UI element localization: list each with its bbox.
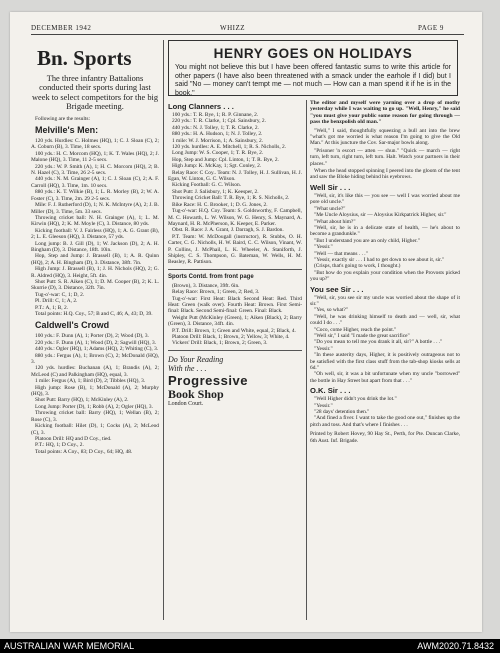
result-line: Throwing cricket ball: N. H. Grainger (A), 1; L. M. Kirwin (HQ), 2; K. M. Moyle (C), 3. Distance, 80 yds. bbox=[31, 214, 159, 228]
result-line: Tug-o'-war: H.Q. Coy. Team: S. Goldsworthy, F. Campbell, M. C. Howarth, L. W. Wilson, W. G. Henry, S. Maynard, A. Maynard, H. R. McPherson, K. Keeper, E. Parker. bbox=[168, 208, 302, 227]
story-section-heading: O.K. Sir . . . bbox=[310, 386, 351, 396]
result-line: 120 yds. hurdles: Buchanan (A), 1; Brandis (A), 2; McLeod (C) and Palkingham (HQ), equal, 3. bbox=[31, 365, 159, 378]
result-line: 440 yds.: N. J. Tolley, 1; T. R. Clarke, 2. bbox=[172, 124, 259, 131]
story-line: "Well, he was drinking himself to death and — well, sir, what could I do . . ." bbox=[310, 313, 460, 327]
results-intro: Following are the results: bbox=[35, 115, 90, 122]
result-line: 880 yds.: K. T. Wilkie (B), 1; L. R. Morley (B), 2; W. A. Foster (C), 3. Time, 2m. 29 2-5 secs. bbox=[31, 189, 159, 202]
story-line: "Yessir." bbox=[314, 402, 333, 409]
results-list bbox=[31, 333, 159, 455]
long-clanners-results bbox=[168, 112, 302, 266]
result-line: Kicking football: Hilet (D), 1; Cocks (A), 2; McLeod (C), 3. bbox=[31, 423, 159, 436]
result-line: 440 yds.: Ogler (HQ), 1; Adams (HQ), 2; Whiting (C), 3. bbox=[35, 346, 159, 353]
masthead-title: WHIZZ bbox=[220, 24, 246, 32]
story-section-body bbox=[310, 396, 460, 428]
banner-title: HENRY GOES ON HOLIDAYS bbox=[213, 46, 413, 61]
result-line: 100 yds.: F. Dunn (A), 1; Porter (D), 2; Wood (D), 3. bbox=[35, 333, 149, 340]
header-rule bbox=[31, 34, 464, 35]
newsletter-page bbox=[10, 12, 482, 632]
archive-caption-bar bbox=[0, 639, 500, 653]
banner-text: You might not believe this but I have been offered fantastic sums to write this article for other papers (I have also been threatened with a smack under the earhole if I did) but I said "No — money can't tempt me — not much — How can a man spend it if he is in the book." bbox=[175, 64, 451, 97]
bn-sports-lead: The three infantry Battalions conducted their sports during last week to select competitors for the big Brigade meeting. bbox=[31, 74, 159, 112]
result-line: Tug-o'-war: First Heat: Black Second Heat: Red. Third Heat: Green (walk over). Fourth Heat: Brown. First Semi-final: Black. Second Semi-final: Green. Final: Black. bbox=[168, 295, 302, 315]
story-paragraph: When the head stopped spinning I peered into the gloom of the tent and saw the Bloke hiding behind his eyebrows. bbox=[310, 168, 460, 181]
result-line: Long Jump: W. S. Cooper, 1; T. R. Bye, 2. bbox=[172, 150, 264, 157]
result-line: High Jump: K. McKay, 1; Sgt. Conley, 2. bbox=[172, 163, 262, 170]
story-line: "Yessir, exactly sir . . . I had to get down to see about it, sir." bbox=[314, 256, 445, 263]
section-rule bbox=[168, 269, 302, 270]
story-line: "Yes, so what?" bbox=[314, 307, 348, 314]
result-line: 220 yds.: F. Dunn (A), 1; Wood (D), 2; Sagwill (HQ), 3. bbox=[35, 339, 157, 346]
issue-date: DECEMBER 1942 bbox=[31, 24, 92, 32]
story-line: "Well, sir, you see sir my uncle was worried about the shape of it sir." bbox=[310, 294, 460, 307]
result-line: Throwing cricket ball: Barry (HQ), 1; Wellan (B), 2; Rose (C), 3. bbox=[31, 410, 159, 423]
story-line: "Yessir." bbox=[314, 244, 333, 251]
result-line: 220 yds.: T. R. Clarke, 1; Cpl. Sainsbury, 2. bbox=[172, 118, 266, 125]
result-line: Bike Race: H. C. Brooker, 1; D. G. Jones, 2. bbox=[172, 201, 268, 208]
printer-credit: Printed by Robert Hovey, 90 Hay St., Perth, for Pte. Duncan Clarke, 6th Aust. Inf. Brigade. bbox=[310, 431, 460, 444]
story-paragraph: "Well," I said, thoughtfully squeezing a bull ant into the brew "what's got me worried is what reason I'm going to give the Old Man." At this juncture the Cov. Sar-major bowls along. bbox=[310, 127, 460, 147]
bookshop-ad bbox=[168, 355, 302, 408]
story-line: "What uncle?" bbox=[314, 205, 346, 212]
result-line: Shot Putt: J. Salisbury, 1; K. Keesper, 2. bbox=[172, 188, 259, 195]
results-sections bbox=[31, 125, 159, 455]
bn-sports-heading: Bn. Sports bbox=[37, 46, 132, 70]
story-line: "28 days' detention then." bbox=[314, 409, 370, 416]
result-line: 440 yds.: N. M. Grainger (A), 1; C. J. Sloan (C), 2; A. F. Carroll (HQ), 3. Time, 1m. 10 secs. bbox=[31, 176, 159, 189]
result-line: P.T. Drill: Brown, 1; Green and White, equal, 2; Black, 4. bbox=[172, 327, 296, 334]
story-section-body bbox=[310, 295, 460, 385]
result-line: 1 mile: W. J. Morrison, 1; A. Sainsbury, 2. bbox=[172, 137, 263, 144]
result-line: Obst. R. Race: J. A. Grant, J. Darragh, S. J. Bardon. bbox=[172, 227, 284, 234]
result-line: Relay Race: C Coy.. Team: N. J. Tolley, H. J. Sullivan, H. J. Egan, W. Linton, G. C. Wilson. bbox=[168, 169, 302, 183]
result-line: 880 yds.: H. A. Hudson, 1; N. J. Tolley, 2. bbox=[172, 131, 263, 138]
long-clanners-heading: Long Clanners . . . bbox=[168, 102, 234, 111]
result-line: 100 yds.: H. C. Morcom (HQ), 1; K. T. Wales (HQ), 2; J. Malone (HQ), 3. Time, 11 2-5 secs. bbox=[31, 150, 159, 164]
column-divider-2 bbox=[306, 100, 307, 620]
result-line: Throwing Cricket Ball: T. R. Bye, 1; R. S. Nicholls, 2. bbox=[172, 195, 290, 202]
result-line: P.T.: A, 1; B, 2. bbox=[35, 304, 68, 311]
result-line: P.T.: HQ, 1; D Coy., 2. bbox=[35, 442, 84, 449]
result-line: 880 yds.: Fergus (A), 1; Brown (C), 2; McDonald (HQ), 3. bbox=[31, 352, 159, 366]
story-line: (Crisps, that's going to work, I thought.) bbox=[314, 263, 401, 270]
result-line: Platoon Drill: Black, 1; Brown, 2; Yellow, 3; White, 4. bbox=[172, 334, 290, 340]
result-line: Hop, Step and Jump: J. Brassell (B), 1; A. R. Quinn (HQ), 2; A. H. Bingham (D), 3. Distance, 38ft. 7in. bbox=[31, 253, 159, 266]
ad-line-1: Do Your Reading bbox=[168, 354, 224, 364]
story-line: "Well sir," I said "I made the great sacrifice" bbox=[314, 333, 410, 339]
story-line: "But how do you explain your condition when the Provosts picked you up?" bbox=[310, 269, 460, 283]
archive-id: AWM2020.71.8432 bbox=[417, 641, 494, 651]
story-section-heading: Well Sir . . . bbox=[310, 182, 351, 192]
result-line: Kicking Football: G. C. Wilson. bbox=[172, 182, 242, 189]
result-line: Mile: F. J. Rutherford (D), 1; N. K. McIntyre (A), 2; J. B. Miller (D), 3. Time, 5m. 33 secs. bbox=[31, 202, 159, 215]
result-line: 120 yds. Hurdles: C. Holmes (HQ), 1; C. J. Sloan (C), 2; A. Coburn (B), 3. Time, 18 secs. bbox=[31, 138, 159, 151]
story-line: "And fined a fiver. I want to take the good one out," finishes up the pitch and toss. And that's where I finishes . . . bbox=[310, 415, 460, 428]
story-line: "Oh well, sir, it was a bit unfortunate when my uncle "borrowed" the bottle in Hay Street but apart from that . . ." bbox=[310, 371, 460, 384]
page-number: PAGE 9 bbox=[418, 24, 444, 32]
story-sections bbox=[310, 183, 460, 428]
result-line: (Brown), 3. Distance, 39ft. 6in. bbox=[172, 282, 240, 289]
story-line: "Coco, come Higher, reach the point." bbox=[314, 326, 397, 333]
result-line: Shot Putt: Barry (HQ), 1; McKinley (A), 2. bbox=[35, 397, 129, 404]
sports-contd-results bbox=[168, 283, 302, 347]
results-list bbox=[31, 138, 159, 317]
result-line: High jump: Rose (B), 1; McDonald (A), 2; Murphy (HQ), 3. bbox=[31, 384, 159, 398]
story-line: "Do you mean to tell me you drank it all, sir?" A bottle . . ." bbox=[314, 339, 443, 346]
result-line: 120 yds. hurdles: A. E. Mitchell, 1; R. S. Nicholls, 2. bbox=[172, 144, 287, 151]
result-line: 1 mile: Fergus (A), 1; Bird (D), 2; Tibbles (HQ), 3. bbox=[35, 378, 146, 385]
story-line: "Well, sir, it's like this — you see — well I was worried about me pore old uncle." bbox=[310, 192, 460, 206]
results-section-heading: Caldwell's Crowd bbox=[35, 320, 110, 331]
result-line: Long jump: B. J. Gill (D), 1; W. Jackson (D), 2; A. H. Bingham (D), 3. Distance, 18ft. 10in. bbox=[31, 240, 159, 253]
story-line: "Well — that means . . ." bbox=[314, 250, 368, 257]
ad-line-4: Book Shop bbox=[168, 386, 224, 401]
story-line: "Well Higher didn't you drink the lot." bbox=[314, 396, 397, 403]
result-line: Relay Race: Brown, 1; Green, 2; Red, 3. bbox=[172, 289, 260, 296]
story-line: "But I understand you are an only child, Higher." bbox=[314, 237, 420, 244]
result-line: Long Jump: Porter (D), 1; Robb (A), 2; Ogler (HQ), 3. bbox=[35, 403, 153, 410]
ad-rule bbox=[168, 350, 302, 351]
ad-line-2: With the . . . bbox=[168, 363, 207, 373]
story-intro: The editor and myself were yarning over a drop of mothy yesterday while I was waiting to go up. "Well, Henry," he said "you must give your public some reason for going through — pass the benzpolish old man." bbox=[310, 100, 460, 126]
henry-story-column bbox=[310, 100, 460, 620]
result-line: 220 yds.: W. P. Smith (A), 1; H. C. Morcom (HQ), 2; B. N. Hazel (C), 3. Time, 26 2-5 secs. bbox=[31, 163, 159, 177]
result-line: P.T. Team: W. McDougall (instructor), R. Stubbs, O. H. Carter, C. G. Nicholls, H. W. Baird, C. C. Wilson, Vinant, W. P. Collins, J. McPhail, L. K. Wheeler, A. Staniforth, J. Shipley, C. S. Thompson, G. Bateman, W. Wells, H. M. Beasley, R. Pattison. bbox=[168, 233, 302, 266]
result-line: 100 yds.: T. R. Bye, 1; R. P. Ginnane, 2. bbox=[172, 112, 259, 118]
result-line: Pl. Drill: C, 1; A, 2. bbox=[35, 298, 78, 305]
results-section-heading: Melville's Men: bbox=[35, 125, 99, 136]
result-line: Platoon Drill: HQ and D Coy., tied. bbox=[35, 435, 112, 442]
result-line: Total points: A Coy., 83; D Coy., 64; HQ, 48. bbox=[35, 448, 133, 455]
result-line: Hop, Step and Jump: Cpl. Linton, 1; T. R. Bye, 2. bbox=[172, 156, 279, 163]
sports-contd-heading: Sports Contd. from front page bbox=[168, 273, 254, 280]
ad-line-5: London Court. bbox=[168, 400, 204, 407]
story-line: "Yessir." bbox=[314, 345, 333, 352]
story-section-heading: You see Sir . . . bbox=[310, 284, 364, 294]
result-line: High Jump: J. Brassell (B), 1; J. H. Nichols (HQ), 2; G. R. Aldred (HQ), 3. Height, 5ft. 4in. bbox=[31, 266, 159, 279]
result-line: Tug-o'-war: C, 1; D, 2. bbox=[35, 291, 85, 298]
henry-banner bbox=[168, 40, 458, 96]
bn-sports-column bbox=[31, 40, 159, 620]
story-line: "Well, sir, he is in a delicate state of health, — he's about to become a grandunkle." bbox=[310, 224, 460, 238]
result-line: Vickers' Drill: Black, 1; Brown, 2; Green, 3. bbox=[172, 340, 268, 347]
result-line: Weight Putt (McKinley (Green), 1; Aiken (Black), 2; Barry (Green), 3. Distance, 34ft. 4in. bbox=[168, 314, 302, 328]
story-line: "In these austerity days, Higher, it is positively outrageous not to be satisfied with the first class stuff from the tab-shop kiosks sells at 6d." bbox=[310, 352, 460, 372]
result-line: Shot Putt: S. R. Aiken (C), 1; D. M. Cooper (B), 2; K. L. Skurrie (D), 3. Distance, 32ft. 7in. bbox=[31, 278, 159, 292]
story-line: "What about him?" bbox=[314, 218, 356, 225]
story-paragraphs bbox=[310, 128, 460, 181]
result-line: Total points: H.Q. Coy., 57; B and C, 46; A, 43; D, 39. bbox=[35, 311, 153, 317]
story-paragraph: "Prisoner 'n escort — atten — shun." "Quick — march — right turn, left turn, right turn, left turn. Halt. Watch your partners in their places." bbox=[310, 147, 460, 167]
long-clanners-column bbox=[168, 100, 302, 620]
result-line: Kicking football: V. J. Fairless (HQ), 1; A. G. Grant (B), 2; L. E. Gleeson (HQ), 3. Distance, 57 yds. bbox=[31, 227, 159, 241]
ad-line-3: Progressive bbox=[168, 372, 248, 388]
story-line: "Me Uncle Aloysius, sir — Aloysius Kirkpatrick Higher, sir." bbox=[314, 212, 447, 219]
column-divider-1 bbox=[163, 40, 164, 620]
archive-name: AUSTRALIAN WAR MEMORIAL bbox=[4, 641, 135, 651]
story-section-body bbox=[310, 193, 460, 283]
